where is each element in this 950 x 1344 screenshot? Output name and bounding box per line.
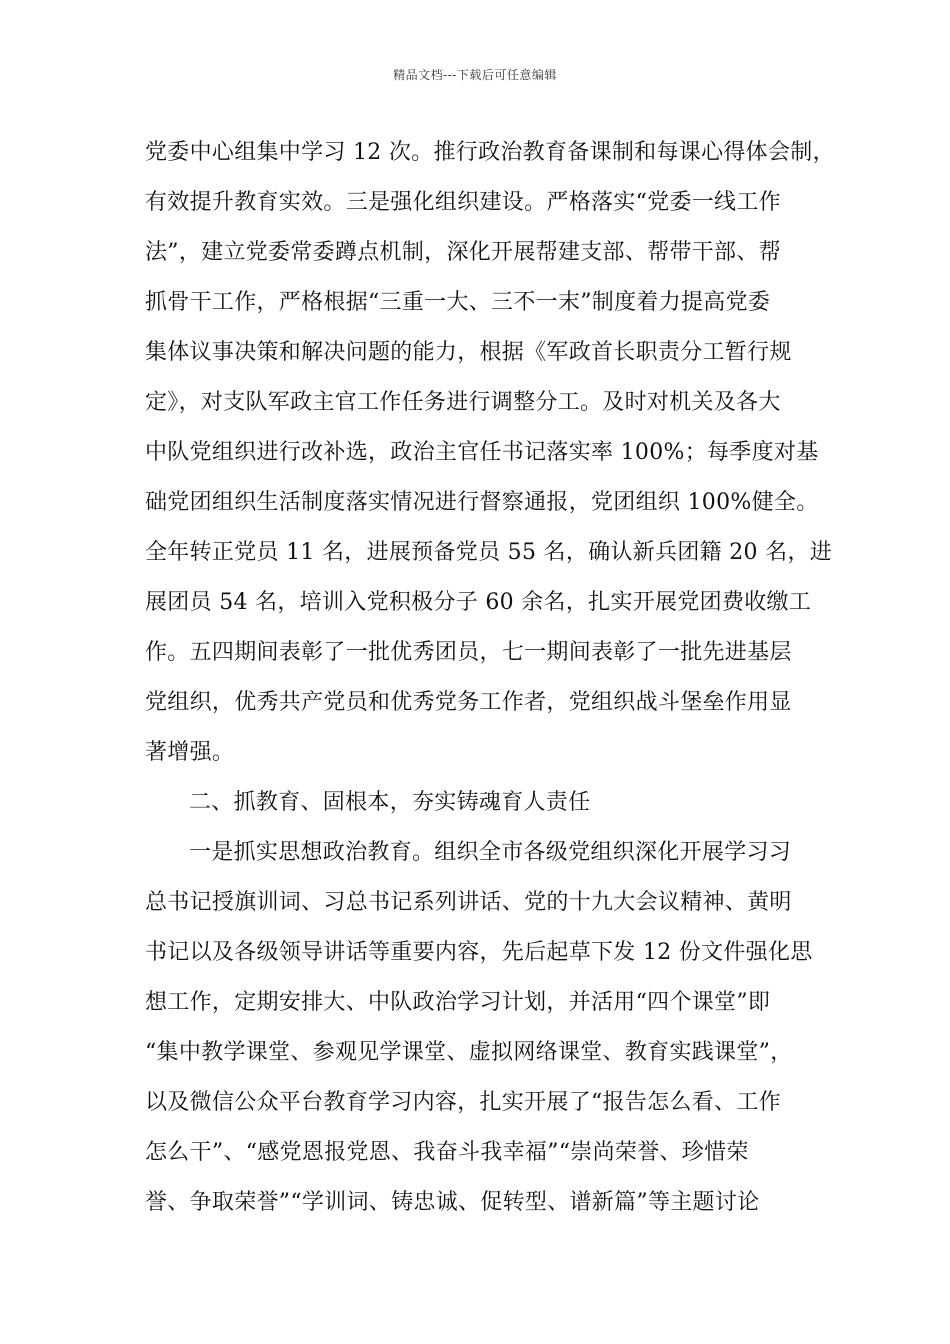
section-heading: 二、抓教育、固根本，夯实铸魂育人责任 <box>189 790 591 815</box>
text-line: 集体议事决策和解决问题的能力，根据《军政首长职责分工暂行规 <box>145 340 792 365</box>
text-line: 以及微信公众平台教育学习内容，扎实开展了“报告怎么看、工作 <box>145 1090 781 1115</box>
text-line: 想工作，定期安排大、中队政治学习计划，并活用“四个课堂”即 <box>145 990 771 1015</box>
text-line: 有效提升教育实效。三是强化组织建设。严格落实“党委一线工作 <box>145 190 781 215</box>
text-line: 誉、争取荣誉”“学训词、铸忠诚、促转型、谱新篇”等主题讨论 <box>145 1190 760 1215</box>
text-line: “集中教学课堂、参观见学课堂、虚拟网络课堂、教育实践课堂”， <box>145 1040 793 1065</box>
page-header: 精品文档---下载后可任意编辑 <box>393 68 557 82</box>
text-line: 著增强。 <box>145 740 235 765</box>
text-line: 抓骨干工作，严格根据“三重一大、三不一末”制度着力提高党委 <box>145 290 771 315</box>
text-line: 总书记授旗训词、习总书记系列讲话、党的十九大会议精神、黄明 <box>145 890 792 915</box>
text-line: 党委中心组集中学习 12 次。推行政治教育备课制和每课心得体会制， <box>145 140 835 165</box>
text-line: 础党团组织生活制度落实情况进行督察通报，党团组织 100%健全。 <box>145 490 819 515</box>
text-line: 全年转正党员 11 名，进展预备党员 55 名，确认新兵团籍 20 名，进 <box>145 540 833 565</box>
text-line: 中队党组织进行改补选，政治主官任书记落实率 100%；每季度对基 <box>145 440 819 465</box>
text-line: 书记以及各级领导讲话等重要内容，先后起草下发 12 份文件强化思 <box>145 940 813 965</box>
text-line: 怎么干”、“感党恩报党恩、我奋斗我幸福”“崇尚荣誉、珍惜荣 <box>145 1140 749 1165</box>
document-body <box>145 128 835 1228</box>
text-line: 党组织，优秀共产党员和优秀党务工作者，党组织战斗堡垒作用显 <box>145 690 792 715</box>
text-line: 展团员 54 名，培训入党积极分子 60 余名，扎实开展党团费收缴工 <box>145 590 812 615</box>
text-line: 法”，建立党委常委蹲点机制，深化开展帮建支部、帮带干部、帮 <box>145 240 781 265</box>
paragraph-first-line: 一是抓实思想政治教育。组织全市各级党组织深化开展学习习 <box>189 840 792 865</box>
text-line: 定》，对支队军政主官工作任务进行调整分工。及时对机关及各大 <box>145 390 781 415</box>
text-line: 作。五四期间表彰了一批优秀团员，七一期间表彰了一批先进基层 <box>145 640 792 665</box>
